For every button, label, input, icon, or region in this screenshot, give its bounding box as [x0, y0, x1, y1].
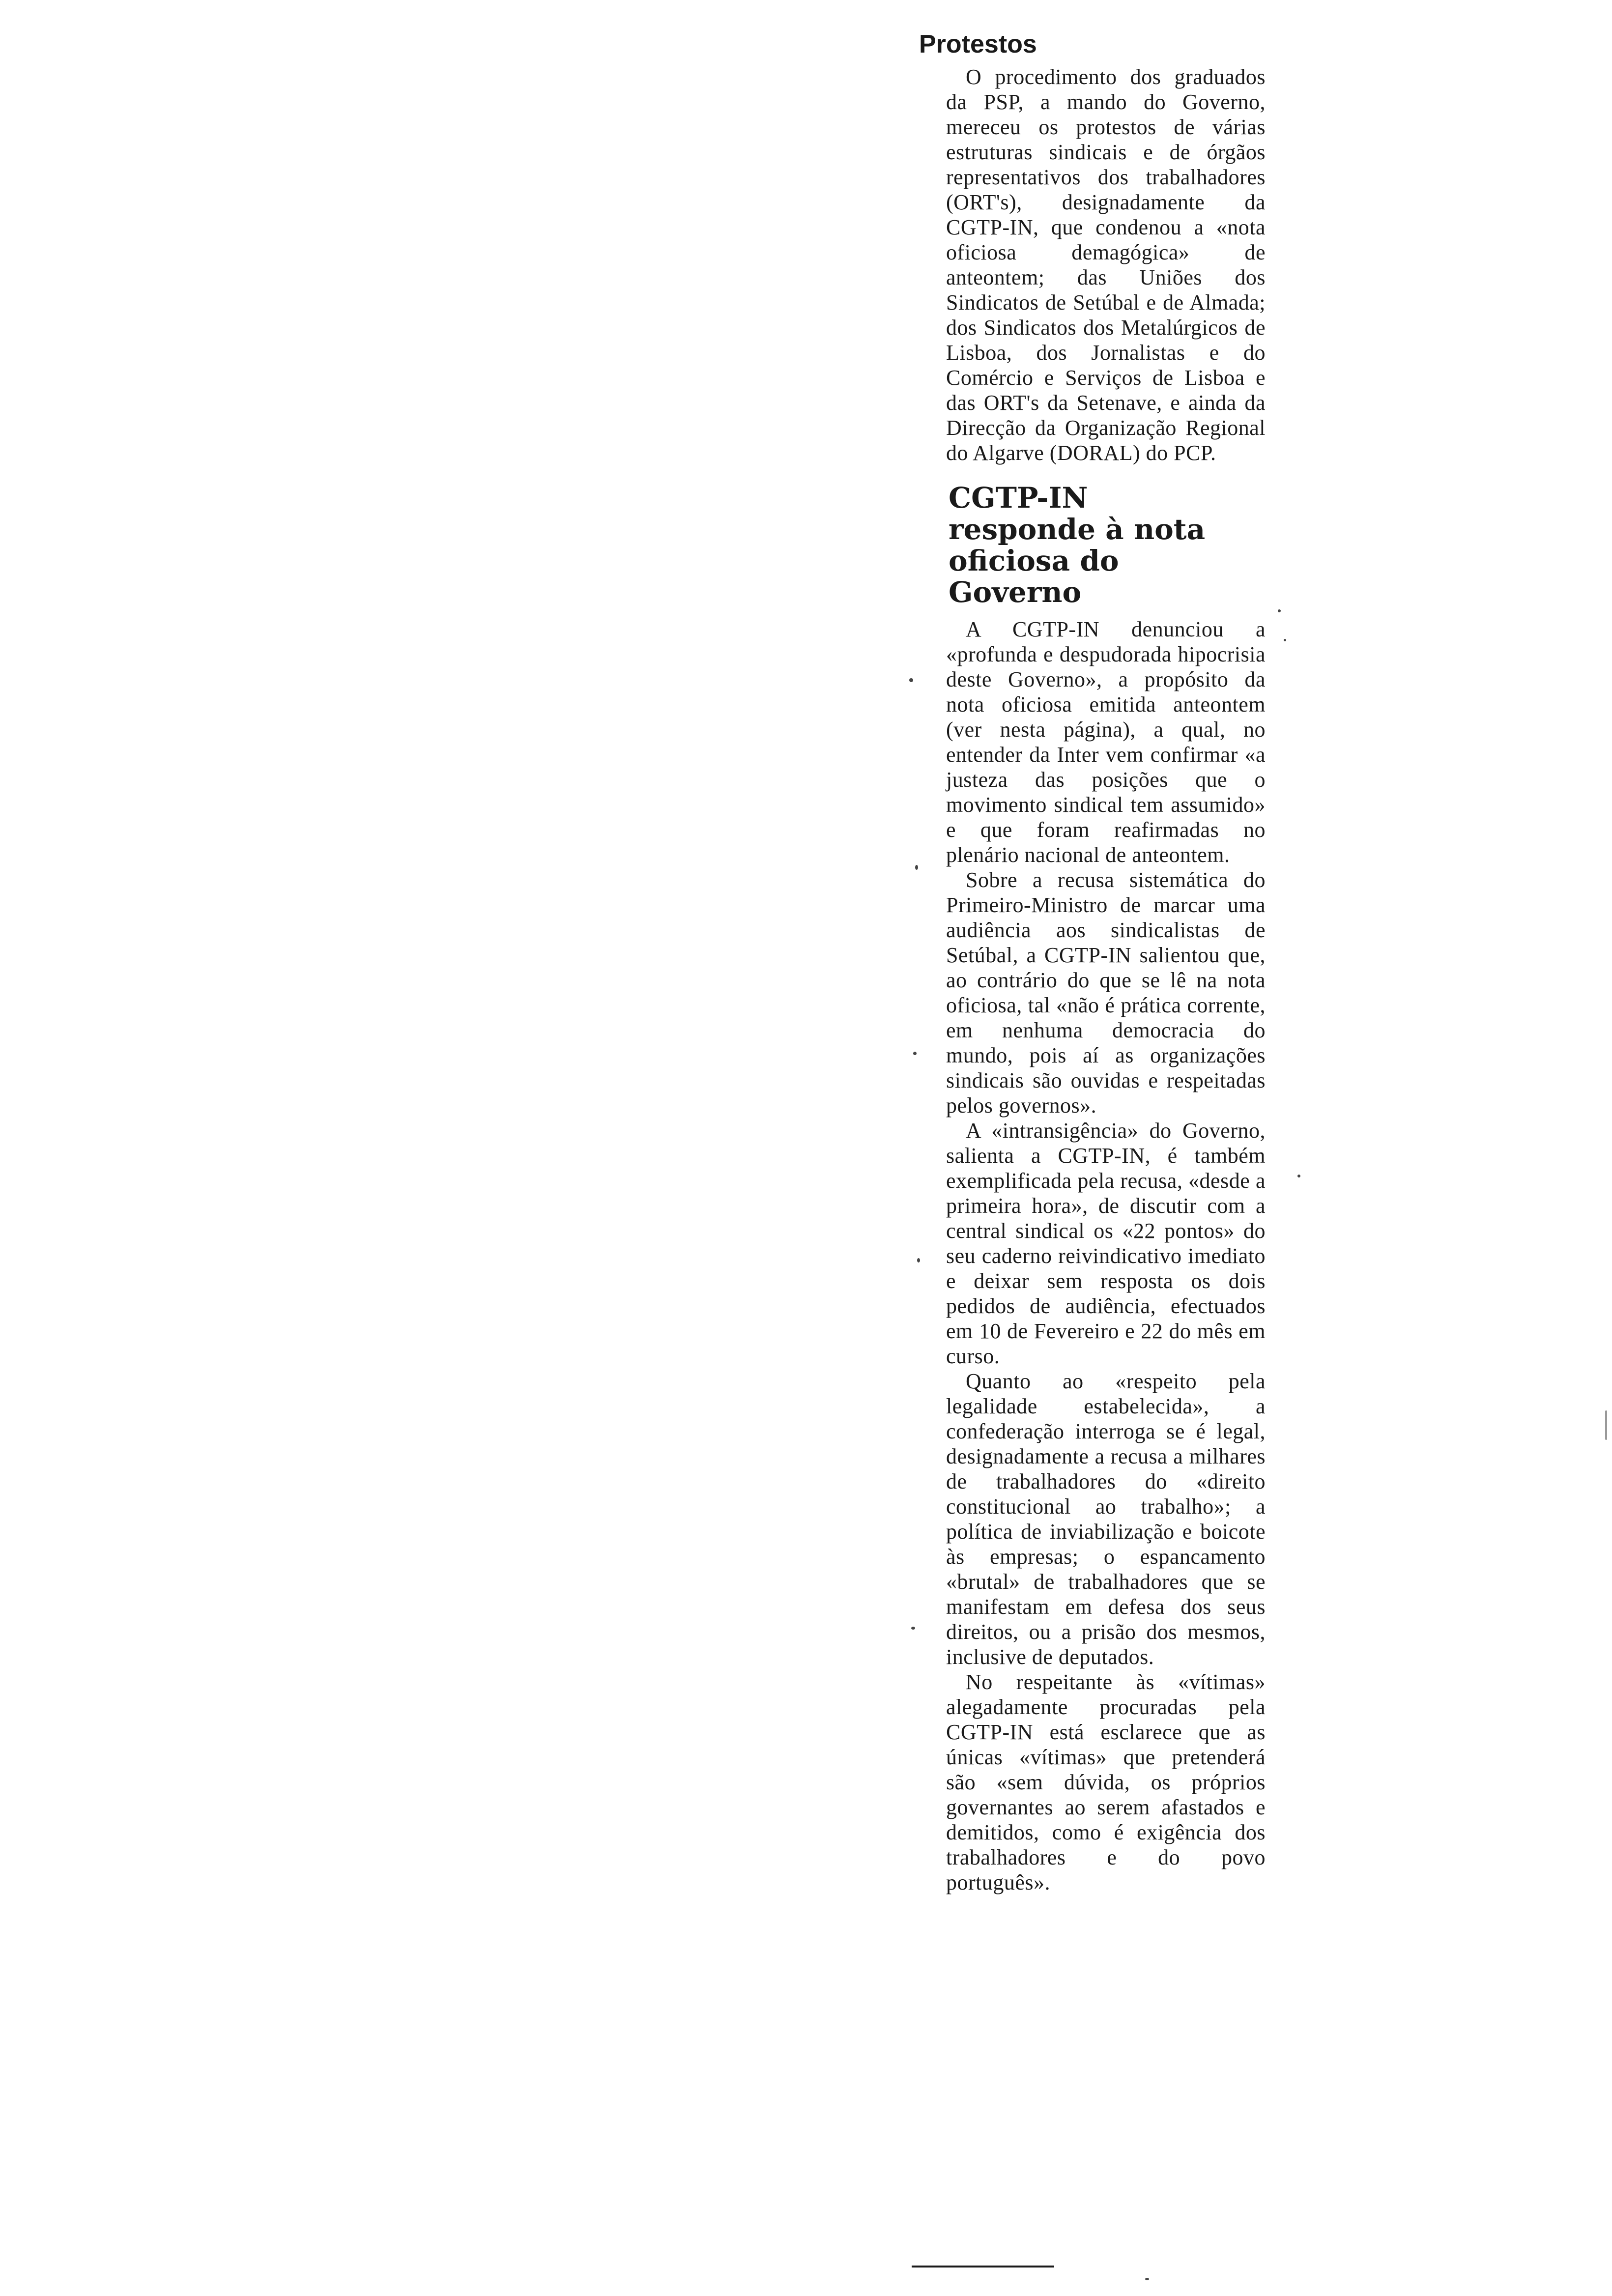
- scan-speck: [1605, 1410, 1607, 1440]
- body-paragraph-5: No respeitante às «vítimas» alegadamente procuradas pela CGTP-IN está esclarece que as únicas «vítimas» que pretenderá são «sem dúvida, os próprios governantes ao serem afastados e demitidos, como é exigência dos trabalhadores e do povo português».: [946, 1670, 1266, 1894]
- scan-speck: [1145, 2278, 1149, 2280]
- scan-speck: [1297, 1175, 1300, 1177]
- body-paragraph-4: Quanto ao «respeito pela legalidade estabelecida», a confederação interroga se é legal, designadamente a recusa a milhares de trabalhadores do «direito constitucional ao trabalho»; a política de inviabilização e boicote às empresas; o espancamento «brutal» de trabalhadores que se manifestam em defesa dos seus direitos, ou a prisão dos mesmos, inclusive de deputados.: [946, 1369, 1266, 1669]
- protest-paragraph: O procedimento dos graduados da PSP, a mando do Governo, mereceu os protestos de várias estruturas sindicais e de órgãos representativos dos trabalhadores (ORT's), designadamente da CGTP-IN, que condenou a «nota oficiosa demagógica» de anteontem; das Uniões dos Sindicatos de Setúbal e de Almada; dos Sindicatos dos Metalúrgicos de Lisboa, dos Jornalistas e do Comércio e Serviços de Lisboa e das ORT's da Setenave, e ainda da Direcção da Organização Regional do Algarve (DORAL) do PCP.: [946, 65, 1266, 465]
- scan-speck: [911, 1627, 915, 1630]
- scan-speck: [1278, 609, 1281, 612]
- scan-speck: [1284, 639, 1286, 641]
- newspaper-clipping: [919, 27, 1273, 1895]
- scan-speck: [909, 678, 913, 682]
- body-paragraph-2: Sobre a recusa sistemática do Primeiro-Ministro de marcar uma audiência aos sindicalistas de Setúbal, a CGTP-IN salientou que, ao contrário do que se lê na nota oficiosa, tal «não é prática corrente, em nenhuma democracia do mundo, pois aí as organizações sindicais são ouvidas e respeitadas pelos governos».: [946, 868, 1266, 1118]
- scan-speck: [917, 1258, 920, 1263]
- bottom-rule: [912, 2266, 1054, 2267]
- scan-speck: [915, 865, 918, 870]
- section-heading: Protestos: [919, 30, 1037, 58]
- body-paragraph-1: A CGTP-IN denunciou a «profunda e despudorada hipocrisia deste Governo», a propósito da nota oficiosa emitida anteontem (ver nesta página), a qual, no entender da Inter vem confirmar «a justeza das posições que o movimento sindical tem assumido» e que foram reafirmadas no plenário nacional de anteontem.: [946, 617, 1266, 867]
- scan-speck: [913, 1052, 917, 1055]
- body-paragraph-3: A «intransigência» do Governo, salienta a CGTP-IN, é também exemplificada pela recusa, «desde a primeira hora», de discutir com a central sindical os «22 pontos» do seu caderno reivindicativo imediato e deixar sem resposta os dois pedidos de audiência, efectuados em 10 de Fevereiro e 22 do mês em curso.: [946, 1119, 1266, 1368]
- article-headline: CGTP-IN responde à nota oficiosa do Governo: [949, 481, 1206, 609]
